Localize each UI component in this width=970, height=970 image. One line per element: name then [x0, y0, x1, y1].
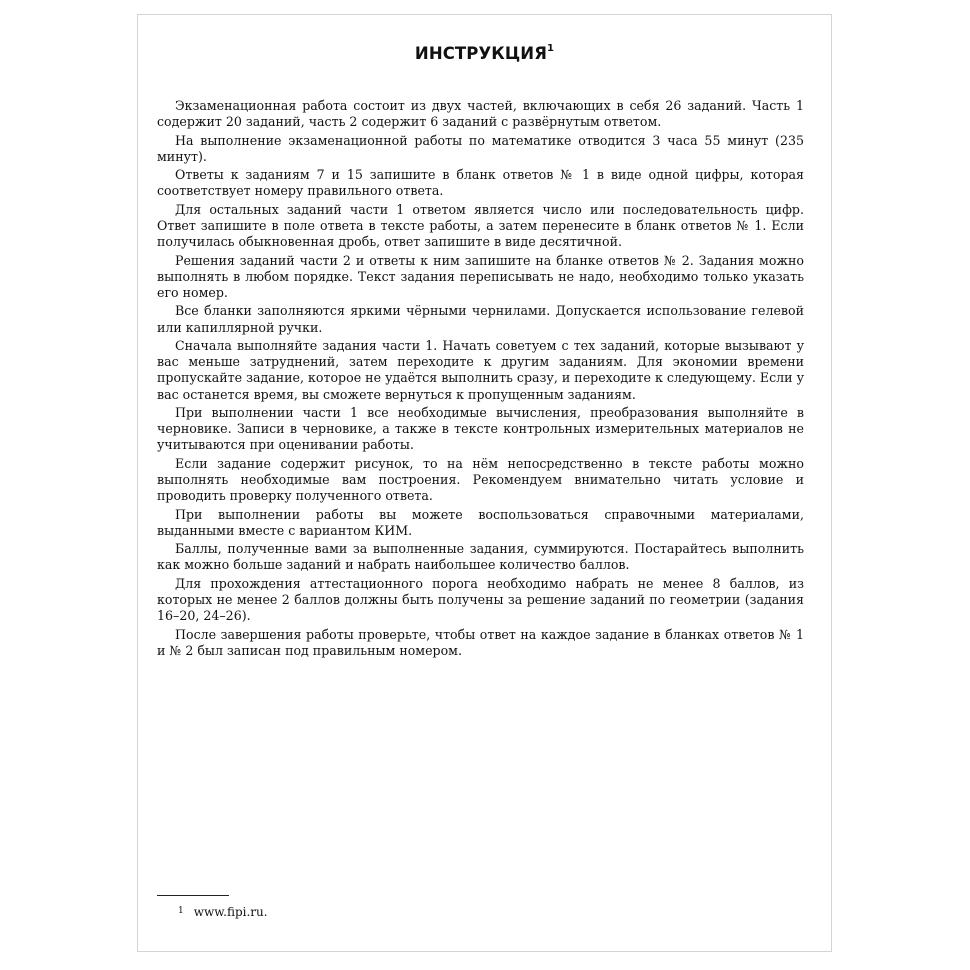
- document-page: [137, 14, 832, 952]
- paragraph: Для прохождения аттестационного порога необходимо набрать не менее 8 баллов, из которых не менее 2 баллов должны быть получены за решение заданий по геометрии (задания 16–20, 24–26).: [157, 575, 804, 624]
- footnote-link-text: www.fipi.ru.: [193, 905, 268, 919]
- paragraph: При выполнении работы вы можете воспользоваться справочными материалами, выданными вместе с вариантом КИМ.: [157, 506, 804, 538]
- paragraph: На выполнение экзаменационной работы по математике отводится 3 часа 55 минут (235 минут).: [157, 132, 804, 164]
- footnote: [178, 905, 268, 919]
- footnote-mark: 1: [178, 906, 184, 916]
- title-footnote-mark: 1: [547, 42, 555, 54]
- paragraph: При выполнении части 1 все необходимые вычисления, преобразования выполняйте в черновике. Записи в черновике, а также в тексте контрольных измерительных материалов не учитываются при оценивании работы.: [157, 404, 804, 453]
- paragraph: После завершения работы проверьте, чтобы ответ на каждое задание в бланках ответов № 1 и № 2 был записан под правильным номером.: [157, 626, 804, 658]
- paragraph: Баллы, полученные вами за выполненные задания, суммируются. Постарайтесь выполнить как можно больше заданий и набрать наибольшее количество баллов.: [157, 541, 804, 573]
- paragraph: Сначала выполняйте задания части 1. Начать советуем с тех заданий, которые вызывают у вас меньше затруднений, затем переходите к другим заданиям. Для экономии времени пропускайте задание, которое не удаётся выполнить сразу, и переходите к следующему. Если у вас останется время, вы сможете вернуться к пропущенным заданиям.: [157, 337, 804, 402]
- paragraph: Для остальных заданий части 1 ответом является число или последовательность цифр. Ответ запишите в поле ответа в тексте работы, а затем перенесите в бланк ответов № 1. Если получилась обыкновенная дробь, ответ запишите в виде десятичной.: [157, 201, 804, 250]
- title-text: ИНСТРУКЦИЯ: [414, 44, 548, 63]
- paragraph: Ответы к заданиям 7 и 15 запишите в бланк ответов № 1 в виде одной цифры, которая соответствует номеру правильного ответа.: [157, 167, 804, 199]
- paragraph: Решения заданий части 2 и ответы к ним запишите на бланке ответов № 2. Задания можно выполнять в любом порядке. Текст задания переписывать не надо, необходимо только указать его номер.: [157, 252, 804, 300]
- paragraph: Если задание содержит рисунок, то на нём непосредственно в тексте работы можно выполнять необходимые вам построения. Рекомендуем внимательно читать условие и проводить проверку полученного ответа.: [157, 455, 804, 504]
- page-title: [138, 44, 831, 63]
- paragraph: Все бланки заполняются яркими чёрными чернилами. Допускается использование гелевой или капиллярной ручки.: [157, 303, 804, 335]
- instruction-body: [157, 98, 804, 661]
- paragraph: Экзаменационная работа состоит из двух частей, включающих в себя 26 заданий. Часть 1 содержит 20 заданий, часть 2 содержит 6 заданий с развёрнутым ответом.: [157, 98, 804, 130]
- footnote-divider: [157, 895, 229, 896]
